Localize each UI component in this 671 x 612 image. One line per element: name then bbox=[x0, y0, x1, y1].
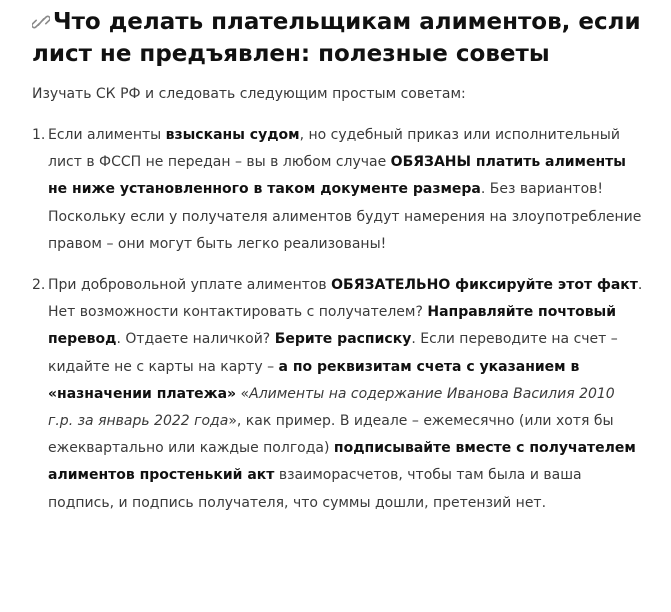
link-icon[interactable] bbox=[32, 7, 50, 23]
tip-text: взаиморасчетов, чтобы там была и ваша подпись, и подпись получателя, что суммы дошли, претензий нет. bbox=[48, 467, 582, 511]
tip-text: « bbox=[236, 385, 250, 402]
article bbox=[32, 6, 644, 517]
tip-text: При добровольной уплате алиментов bbox=[48, 277, 332, 294]
tip-text: . Без вариантов! Поскольку если у получателя алиментов будут намерения на злоупотребление правом – они могут быть легко реализованы! bbox=[48, 181, 642, 252]
tip-text: Если алименты bbox=[48, 127, 166, 143]
tip-text: , но судебный приказ или исполнительный лист в ФССП не передан – вы в любом случае bbox=[48, 127, 620, 171]
tip-emphasis: подписывайте вместе с получателем алиментов простенький акт bbox=[48, 440, 636, 484]
tip-italic-example: Алименты на содержание Иванова Василия 2010 г.р. за январь 2022 года bbox=[48, 385, 615, 430]
tip-emphasis: взысканы судом bbox=[165, 127, 300, 143]
tip-text: », как пример. В идеале – ежемесячно (или хотя бы ежеквартально или каждые полгода) bbox=[48, 413, 614, 457]
tip-text: . Если переводите на счет – кидайте не с карты на карту – bbox=[48, 331, 618, 375]
page-title bbox=[32, 6, 644, 70]
tips-list bbox=[32, 122, 644, 517]
list-item bbox=[32, 272, 644, 517]
tip-emphasis: Направляйте почтовый перевод bbox=[48, 304, 617, 348]
tip-text: . Отдаете наличкой? bbox=[116, 331, 275, 348]
intro-text: Изучать СК РФ и следовать следующим простым советам: bbox=[32, 86, 466, 102]
list-item-number: 1. bbox=[32, 127, 46, 143]
list-item bbox=[32, 122, 644, 258]
tip-text: . Нет возможности контактировать с получателем? bbox=[48, 277, 643, 321]
list-item-number: 2. bbox=[32, 277, 46, 294]
tip-emphasis: ОБЯЗАТЕЛЬНО фиксируйте этот факт bbox=[331, 277, 638, 294]
page-title-text: Что делать плательщикам алиментов, если лист не предъявлен: полезные советы bbox=[32, 9, 641, 67]
tip-emphasis: ОБЯЗАНЫ платить алименты не ниже установленного в таком документе размера bbox=[48, 154, 626, 198]
tip-emphasis: а по реквизитам счета с указанием в «назначении платежа» bbox=[48, 358, 580, 402]
tip-emphasis: Берите расписку bbox=[274, 331, 412, 348]
